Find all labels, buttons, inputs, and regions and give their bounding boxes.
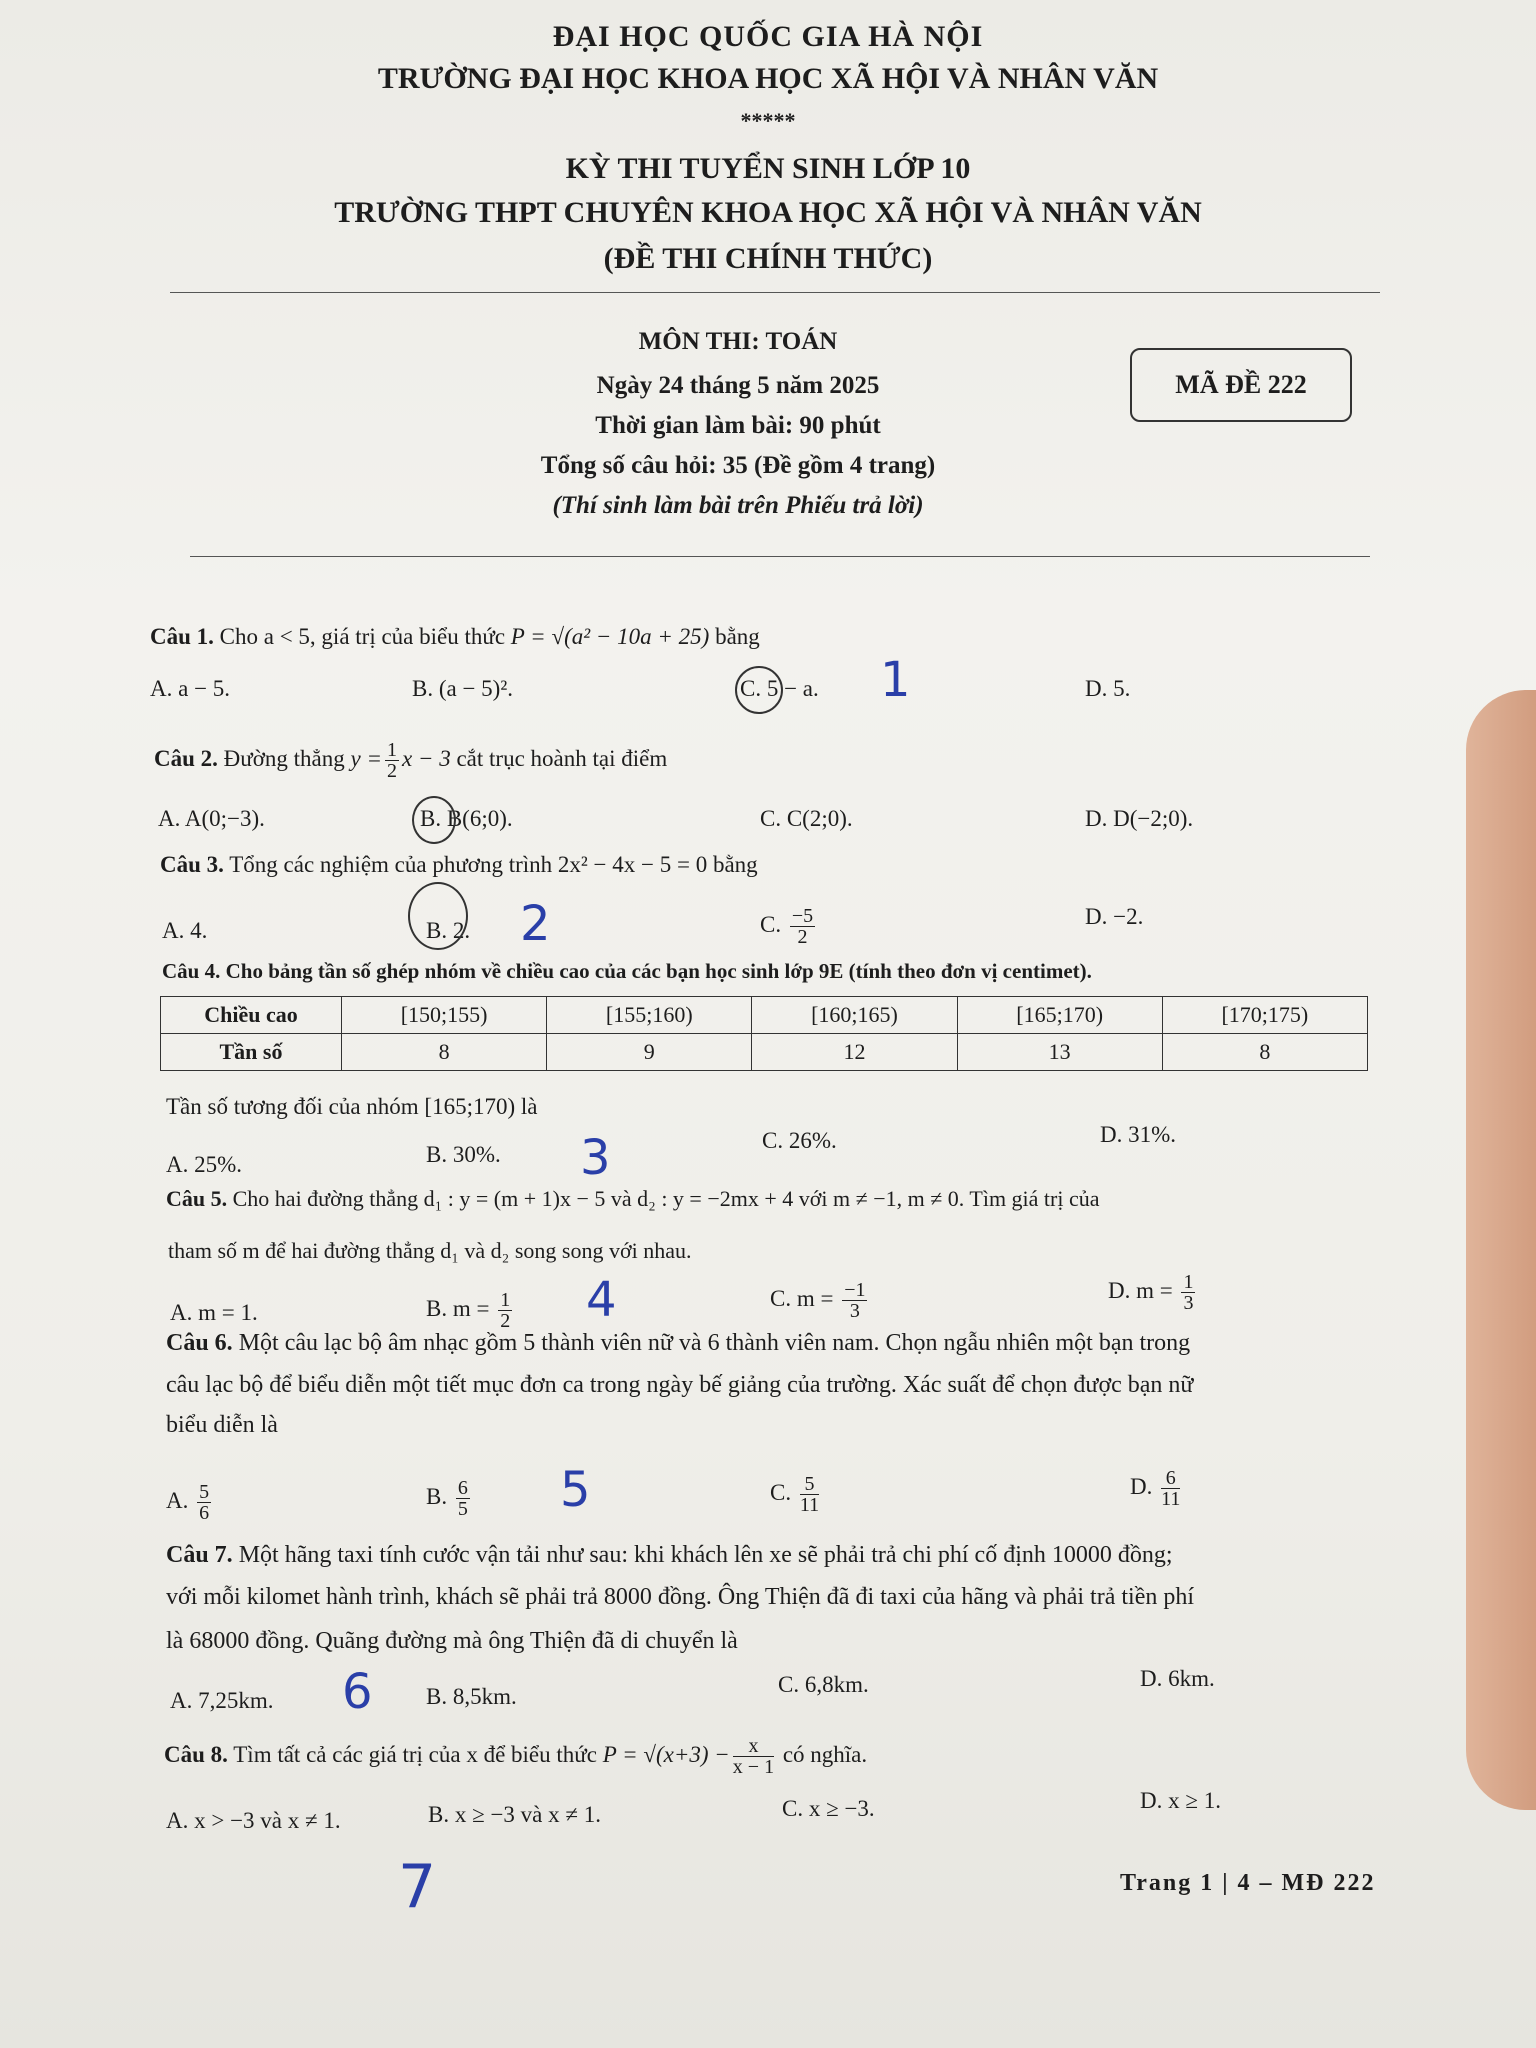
exam-duration: Thời gian làm bài: 90 phút [595,412,881,439]
q3-answer-circle [408,882,471,950]
question-6-line-2: câu lạc bộ để biểu diễn một tiết mục đơn ca trong ngày bế giảng của trường. Xác suất để chọn được bạn nữ [166,1372,1194,1398]
q2-option-d[interactable]: D. D(−2;0). [1085,806,1194,831]
q3-option-d[interactable]: D. −2. [1085,904,1144,929]
q1-option-b[interactable]: B. (a − 5)². [412,676,513,701]
table-cell: 12 [752,1034,957,1071]
table-header-height: Chiều cao [161,997,342,1034]
high-school-name: TRƯỜNG THPT CHUYÊN KHOA HỌC XÃ HỘI VÀ NHÂN VĂN [334,196,1202,229]
stars: ***** [740,108,796,133]
handwritten-number-6: 6 [342,1664,373,1720]
table-cell: [170;175) [1162,997,1367,1034]
hand-holding-page [1466,690,1536,1810]
frequency-table [160,996,1368,1071]
table-cell: 8 [1162,1034,1367,1071]
question-5: Câu 5. Cho hai đường thẳng d₁ : y = (m + 1)x − 5 và d₂ : y = −2mx + 4 với m ≠ −1, m ≠ 0. Tìm giá trị của [166,1186,1100,1211]
table-cell: 8 [342,1034,547,1071]
table-cell: [150;155) [342,997,547,1034]
q5-option-a[interactable]: A. m = 1. [170,1300,258,1325]
q4-option-d[interactable]: D. 31%. [1100,1122,1177,1147]
exam-code-box: MÃ ĐỀ 222 [1130,348,1352,422]
question-6-line-3: biểu diễn là [166,1412,278,1438]
q6-option-a[interactable]: A. $\frac{5}{6}$ [166,1481,210,1524]
official-label: (ĐỀ THI CHÍNH THỨC) [603,242,933,275]
q5-option-b[interactable]: B. m = $\frac{1}{2}$ [426,1289,511,1332]
q3-option-c[interactable]: C. $\frac{-5}{2}$ [760,905,814,948]
table-cell: [155;160) [547,997,752,1034]
handwritten-number-7: 7 [398,1852,437,1922]
exam-date: Ngày 24 tháng 5 năm 2025 [596,372,880,399]
question-4: Câu 4. Cho bảng tần số ghép nhóm về chiều cao của các bạn học sinh lớp 9E (tính theo đơn vị centimet). [162,959,1092,983]
q6-option-b[interactable]: B. $\frac{6}{5}$ [426,1477,468,1520]
question-7-line-2: với mỗi kilomet hành trình, khách sẽ phải trả 8000 đồng. Ông Thiện đã đi taxi của hãng và phải trả tiền phí [166,1584,1195,1610]
exam-title: KỲ THI TUYỂN SINH LỚP 10 [565,152,971,185]
table-row [161,1034,1368,1071]
question-3: Câu 3. Tổng các nghiệm của phương trình 2x² − 4x − 5 = 0 bằng [160,852,758,877]
q8-option-c[interactable]: C. x ≥ −3. [782,1796,875,1821]
handwritten-number-4: 4 [586,1272,617,1328]
q7-option-d[interactable]: D. 6km. [1140,1666,1215,1691]
table-row [161,997,1368,1034]
q4-option-b[interactable]: B. 30%. [426,1142,501,1167]
handwritten-number-2: 2 [520,896,551,952]
handwritten-number-1: 1 [880,652,911,708]
q2-option-a[interactable]: A. A(0;−3). [158,806,265,831]
question-1: Câu 1. Cho a < 5, giá trị của biểu thức P = √(a² − 10a + 25) bằng [150,624,760,649]
q7-option-a[interactable]: A. 7,25km. [170,1688,274,1713]
question-7: Câu 7. Một hãng taxi tính cước vận tải như sau: khi khách lên xe sẽ phải trả chi phí cố định 10000 đồng; [166,1542,1173,1568]
q7-option-b[interactable]: B. 8,5km. [426,1684,517,1709]
q2-option-b[interactable]: B. B(6;0). [420,806,513,831]
handwritten-number-3: 3 [580,1130,611,1186]
q2-option-c[interactable]: C. C(2;0). [760,806,853,831]
question-5-line-2: tham số m để hai đường thẳng d₁ và d₂ song song với nhau. [168,1238,692,1263]
question-7-line-3: là 68000 đồng. Quãng đường mà ông Thiện đã di chuyển là [166,1628,738,1654]
answer-sheet-note: (Thí sinh làm bài trên Phiếu trả lời) [552,492,924,519]
q4-option-c[interactable]: C. 26%. [762,1128,837,1153]
table-cell: 9 [547,1034,752,1071]
q4-follow-up: Tần số tương đối của nhóm [165;170) là [166,1094,538,1119]
q7-option-c[interactable]: C. 6,8km. [778,1672,869,1697]
q2-answer-circle [412,796,456,844]
q8-option-b[interactable]: B. x ≥ −3 và x ≠ 1. [428,1802,602,1827]
q1-option-a[interactable]: A. a − 5. [150,676,231,701]
q4-option-a[interactable]: A. 25%. [166,1152,243,1177]
q5-option-c[interactable]: C. m = $\frac{-1}{3}$ [770,1279,866,1322]
table-cell: [165;170) [957,997,1162,1034]
q8-option-a[interactable]: A. x > −3 và x ≠ 1. [166,1808,341,1833]
header-rule [170,292,1380,293]
question-8: Câu 8. Tìm tất cả các giá trị của x để biểu thức P = √(x+3) − $\frac{x}{x - 1}$ có nghĩa. [164,1735,868,1778]
q8-option-d[interactable]: D. x ≥ 1. [1140,1788,1221,1813]
school-name: TRƯỜNG ĐẠI HỌC KHOA HỌC XÃ HỘI VÀ NHÂN VĂN [377,62,1159,95]
table-cell: [160;165) [752,997,957,1034]
question-2: Câu 2. Đường thẳng y = $\frac{1}{2}$ x − 3 cắt trục hoành tại điểm [154,739,668,782]
q1-option-d[interactable]: D. 5. [1085,676,1131,701]
table-header-frequency: Tần số [161,1034,342,1071]
handwritten-number-5: 5 [560,1462,591,1518]
subject: MÔN THI: TOÁN [638,328,838,355]
page-footer: Trang 1 | 4 – MĐ 222 [1120,1870,1376,1896]
q1-option-c[interactable]: C. 5 − a. [740,676,819,701]
question-total: Tổng số câu hỏi: 35 (Đề gồm 4 trang) [540,452,936,479]
q5-option-d[interactable]: D. m = $\frac{1}{3}$ [1108,1271,1194,1314]
q6-option-d[interactable]: D. $\frac{6}{11}$ [1130,1467,1181,1510]
q3-option-a[interactable]: A. 4. [162,918,208,943]
university-name: ĐẠI HỌC QUỐC GIA HÀ NỘI [552,20,984,53]
q1-answer-circle [735,666,783,714]
question-6: Câu 6. Một câu lạc bộ âm nhạc gồm 5 thành viên nữ và 6 thành viên nam. Chọn ngẫu nhiên một bạn trong [166,1330,1191,1356]
info-rule [190,556,1370,557]
table-cell: 13 [957,1034,1162,1071]
q6-option-c[interactable]: C. $\frac{5}{11}$ [770,1473,820,1516]
q3-option-b[interactable]: B. 2. [426,918,471,943]
